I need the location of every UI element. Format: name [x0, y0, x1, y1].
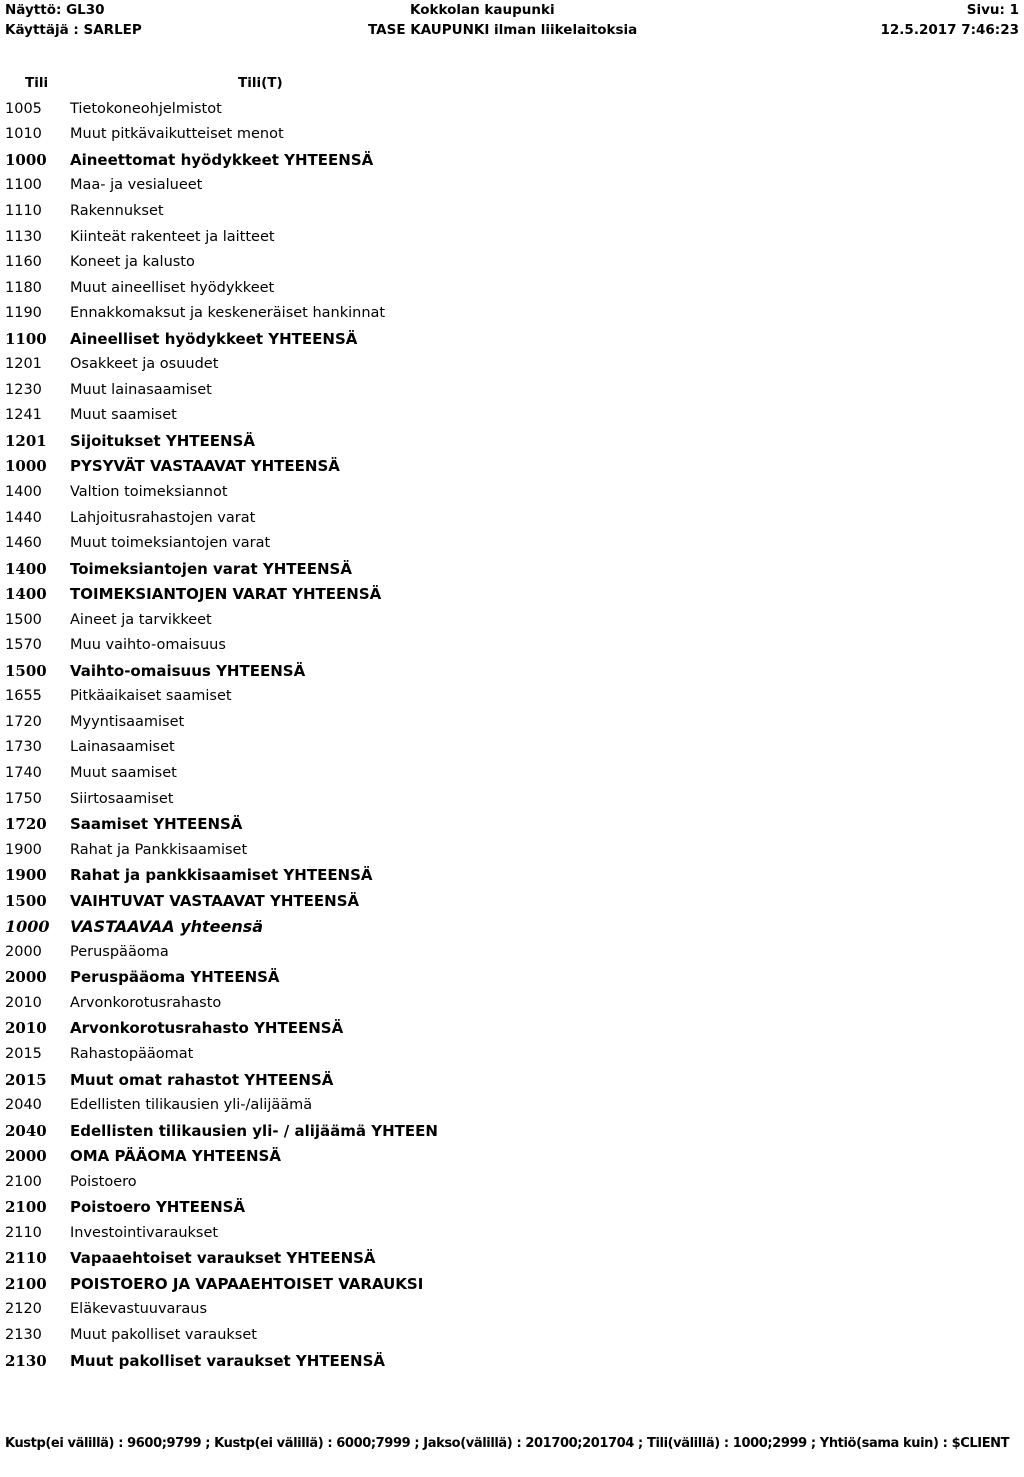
account-name: Eläkevastuuvaraus: [70, 1301, 208, 1318]
account-code: 2000: [5, 968, 47, 987]
account-code: 2010: [5, 1019, 47, 1038]
account-name: Muut toimeksiantojen varat: [70, 535, 271, 552]
account-row: [0, 556, 1024, 582]
account-row: [0, 1067, 1024, 1093]
account-name: Muut aineelliset hyödykkeet: [70, 279, 275, 296]
account-code: 1720: [5, 713, 42, 730]
account-row: [0, 837, 1024, 863]
organization-name: Kokkolan kaupunki: [410, 2, 555, 18]
account-row: [0, 224, 1024, 250]
account-name: VAIHTUVAT VASTAAVAT YHTEENSÄ: [70, 891, 360, 910]
account-name: Muut pakolliset varaukset YHTEENSÄ: [70, 1351, 386, 1370]
account-row: [0, 1297, 1024, 1323]
report-title: TASE KAUPUNKI ilman liikelaitoksia: [368, 22, 638, 38]
account-row: [0, 965, 1024, 991]
account-code: 1500: [5, 661, 47, 680]
account-code: 2100: [5, 1173, 42, 1190]
account-row: [0, 1195, 1024, 1221]
account-row: [0, 505, 1024, 531]
account-name: Muut lainasaamiset: [70, 381, 212, 398]
account-row: [0, 147, 1024, 173]
account-code: 1720: [5, 815, 47, 834]
account-code: 1110: [5, 202, 42, 219]
account-name: Edellisten tilikausien yli-/alijäämä: [70, 1097, 313, 1114]
account-name: Saamiset YHTEENSÄ: [70, 815, 243, 834]
report-view-label: Näyttö: GL30: [5, 2, 105, 18]
account-row: [0, 1169, 1024, 1195]
account-row: [0, 1118, 1024, 1144]
account-name: Myyntisaamiset: [70, 713, 185, 730]
account-name: Edellisten tilikausien yli- / alijäämä YHTEEN: [70, 1121, 438, 1140]
account-code: 1130: [5, 228, 42, 245]
account-code: 1900: [5, 841, 42, 858]
page-number: Sivu: 1: [966, 2, 1019, 18]
account-row: [0, 1271, 1024, 1297]
account-name: Arvonkorotusrahasto YHTEENSÄ: [70, 1019, 344, 1038]
account-row: [0, 990, 1024, 1016]
account-row: [0, 888, 1024, 914]
account-name: Arvonkorotusrahasto: [70, 994, 222, 1011]
account-code: 2015: [5, 1046, 42, 1062]
account-row: [0, 914, 1024, 940]
account-row: [0, 1143, 1024, 1169]
account-code: 2100: [5, 1198, 47, 1217]
account-name: OMA PÄÄOMA YHTEENSÄ: [70, 1147, 281, 1166]
account-code: 1400: [5, 483, 42, 500]
account-code: 1570: [5, 637, 42, 654]
account-code: 1100: [5, 177, 42, 194]
account-code: 2110: [5, 1224, 42, 1241]
account-row: [0, 1220, 1024, 1246]
account-name: VASTAAVAA yhteensä: [70, 916, 264, 936]
account-name: Poistoero: [70, 1173, 137, 1190]
account-name: Tietokoneohjelmistot: [70, 100, 222, 117]
account-code: 2010: [5, 994, 42, 1011]
account-name: Vapaaehtoiset varaukset YHTEENSÄ: [70, 1249, 376, 1268]
report-user-label: Käyttäjä : SARLEP: [5, 22, 142, 38]
account-name: Pitkäaikaiset saamiset: [70, 688, 232, 705]
account-code: 1201: [5, 356, 42, 373]
account-code: 1730: [5, 739, 42, 756]
account-row: [0, 632, 1024, 658]
account-row: [0, 1016, 1024, 1042]
account-name: Ennakkomaksut ja keskeneräiset hankinnat: [70, 305, 386, 322]
account-row: [0, 479, 1024, 505]
account-code: 2000: [5, 943, 42, 960]
account-name: Rahastopääomat: [70, 1046, 194, 1062]
account-row: [0, 607, 1024, 633]
account-name: Koneet ja kalusto: [70, 254, 195, 271]
account-code: 1010: [5, 126, 42, 143]
account-row: [0, 581, 1024, 607]
account-code: 1000: [5, 150, 47, 169]
account-row: [0, 811, 1024, 837]
account-code: 2040: [5, 1097, 42, 1114]
account-row: [0, 1348, 1024, 1374]
account-name: Sijoitukset YHTEENSÄ: [70, 431, 255, 450]
account-row: [0, 760, 1024, 786]
account-row: [0, 454, 1024, 480]
account-row: [0, 1246, 1024, 1272]
account-code: 2015: [5, 1070, 47, 1089]
account-code: 1241: [5, 407, 42, 424]
account-name: TOIMEKSIANTOJEN VARAT YHTEENSÄ: [70, 585, 382, 604]
filter-criteria-footer: Kustp(ei välillä) : 9600;9799 ; Kustp(ei välillä) : 6000;7999 ; Jakso(välillä) : 201700;201704 ; Tili(välillä) : 1000;2999 ; Yhtiö(sama kuin) : $CLIENT: [5, 1436, 1010, 1451]
account-code: 1190: [5, 305, 42, 322]
column-header-tili: Tili: [25, 75, 49, 91]
account-name: Investointivaraukset: [70, 1224, 219, 1241]
account-name: POISTOERO JA VAPAAEHTOISET VARAUKSI: [70, 1274, 424, 1293]
account-row: [0, 122, 1024, 148]
account-name: Peruspääoma YHTEENSÄ: [70, 968, 280, 987]
account-name: Vaihto-omaisuus YHTEENSÄ: [70, 661, 306, 680]
account-code: 1750: [5, 790, 42, 807]
account-code: 2040: [5, 1121, 47, 1140]
account-row: [0, 96, 1024, 122]
account-code: 1440: [5, 509, 42, 526]
account-name: Aineettomat hyödykkeet YHTEENSÄ: [70, 150, 374, 169]
account-list: [0, 96, 1024, 1373]
account-code: 1100: [5, 329, 47, 348]
account-name: Rakennukset: [70, 202, 164, 219]
account-code: 1000: [5, 457, 47, 476]
account-name: Poistoero YHTEENSÄ: [70, 1198, 246, 1217]
account-name: Muut saamiset: [70, 764, 177, 781]
account-name: Rahat ja Pankkisaamiset: [70, 841, 248, 858]
account-row: [0, 530, 1024, 556]
account-code: 1005: [5, 100, 42, 117]
account-code: 2130: [5, 1327, 42, 1344]
account-name: Valtion toimeksiannot: [70, 483, 228, 500]
account-name: Toimeksiantojen varat YHTEENSÄ: [70, 559, 352, 578]
account-row: [0, 1322, 1024, 1348]
account-name: Rahat ja pankkisaamiset YHTEENSÄ: [70, 866, 373, 885]
account-name: Muut saamiset: [70, 407, 177, 424]
account-code: 1500: [5, 611, 42, 628]
account-code: 1400: [5, 585, 47, 604]
account-row: [0, 428, 1024, 454]
account-name: Kiinteät rakenteet ja laitteet: [70, 228, 275, 245]
account-name: Muut omat rahastot YHTEENSÄ: [70, 1070, 334, 1089]
account-code: 1000: [5, 916, 50, 936]
account-row: [0, 939, 1024, 965]
account-code: 2120: [5, 1301, 42, 1318]
account-row: [0, 377, 1024, 403]
column-header-tili-t: Tili(T): [238, 75, 283, 91]
account-row: [0, 300, 1024, 326]
report-timestamp: 12.5.2017 7:46:23: [880, 22, 1019, 38]
account-code: 1740: [5, 764, 42, 781]
account-code: 1201: [5, 431, 47, 450]
account-row: [0, 735, 1024, 761]
account-code: 2130: [5, 1351, 47, 1370]
account-name: Aineelliset hyödykkeet YHTEENSÄ: [70, 329, 358, 348]
account-row: [0, 1041, 1024, 1067]
account-name: Siirtosaamiset: [70, 790, 174, 807]
account-code: 1460: [5, 535, 42, 552]
account-name: Muut pakolliset varaukset: [70, 1327, 257, 1344]
account-row: [0, 198, 1024, 224]
account-name: Muut pitkävaikutteiset menot: [70, 126, 284, 143]
account-row: [0, 326, 1024, 352]
account-code: 1400: [5, 559, 47, 578]
account-row: [0, 351, 1024, 377]
account-code: 1230: [5, 381, 42, 398]
account-row: [0, 862, 1024, 888]
account-code: 1655: [5, 688, 42, 705]
account-row: [0, 658, 1024, 684]
account-name: Lainasaamiset: [70, 739, 175, 756]
account-code: 2100: [5, 1274, 47, 1293]
account-name: Peruspääoma: [70, 943, 169, 960]
account-row: [0, 709, 1024, 735]
account-row: [0, 403, 1024, 429]
account-name: Osakkeet ja osuudet: [70, 356, 219, 373]
account-code: 1500: [5, 891, 47, 910]
account-code: 1160: [5, 254, 42, 271]
account-name: Lahjoitusrahastojen varat: [70, 509, 256, 526]
account-row: [0, 249, 1024, 275]
account-name: Maa- ja vesialueet: [70, 177, 203, 194]
account-name: Aineet ja tarvikkeet: [70, 611, 212, 628]
account-row: [0, 786, 1024, 812]
account-code: 2110: [5, 1249, 47, 1268]
account-code: 1900: [5, 866, 47, 885]
account-row: [0, 275, 1024, 301]
account-row: [0, 173, 1024, 199]
account-code: 2000: [5, 1147, 47, 1166]
account-row: [0, 1092, 1024, 1118]
account-code: 1180: [5, 279, 42, 296]
account-name: PYSYVÄT VASTAAVAT YHTEENSÄ: [70, 457, 340, 476]
account-row: [0, 684, 1024, 710]
account-name: Muu vaihto-omaisuus: [70, 637, 226, 654]
